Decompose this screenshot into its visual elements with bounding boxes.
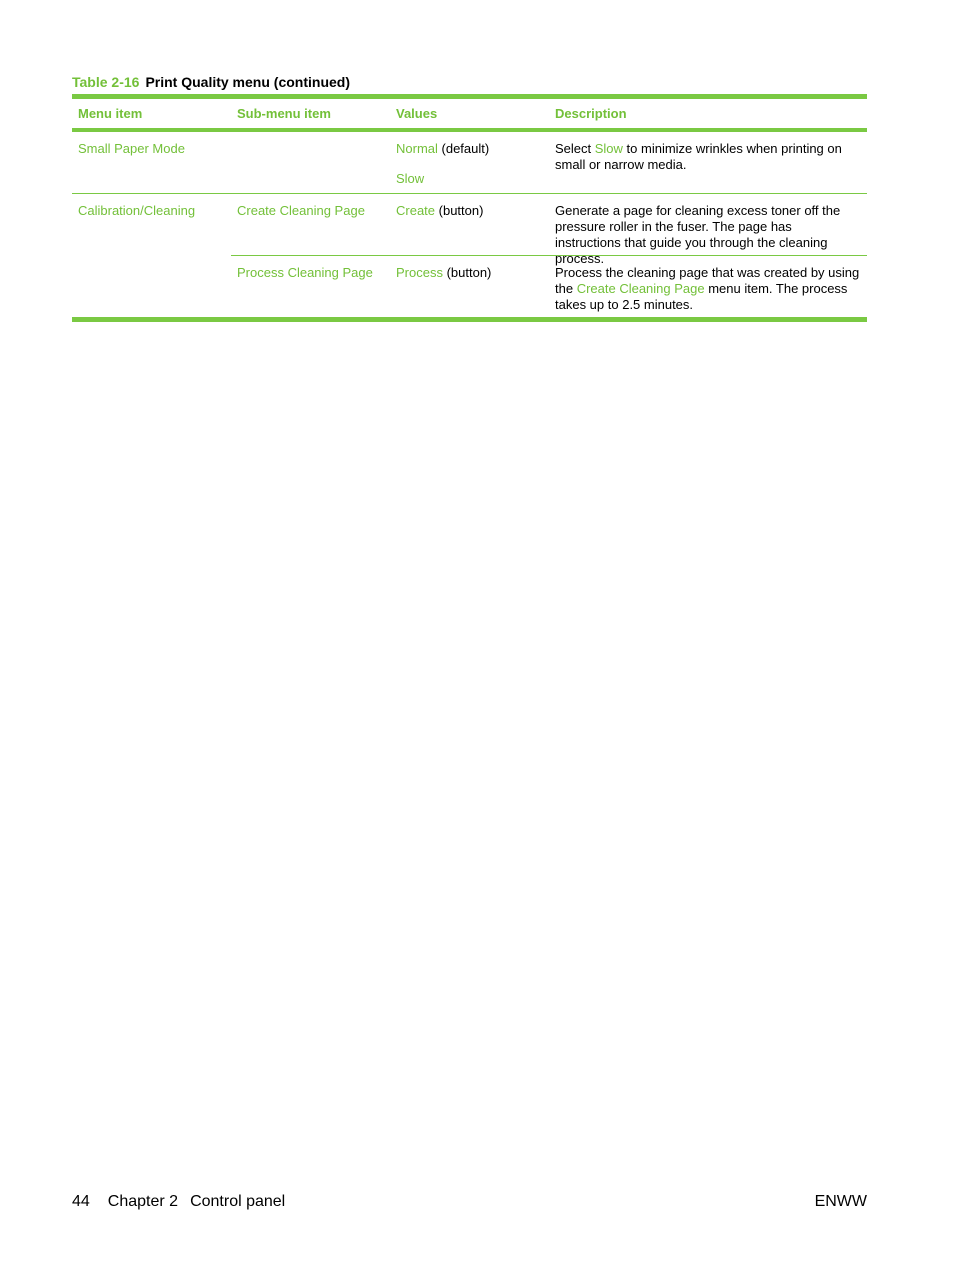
value-link[interactable]: Slow <box>396 171 425 186</box>
value-link[interactable]: Process <box>396 265 443 280</box>
menu-item-link[interactable]: Small Paper Mode <box>78 141 185 156</box>
header-description: Description <box>555 106 627 121</box>
page-number: 44 <box>72 1193 90 1210</box>
description-text: to minimize wrinkles when printing on small or narrow media. <box>555 141 842 172</box>
table-header <box>72 99 867 132</box>
chapter-label: Chapter 2 <box>107 1193 179 1210</box>
description-text: menu item. The process takes up to 2.5 minutes. <box>555 281 848 312</box>
value-link[interactable]: Create <box>396 203 436 218</box>
print-quality-table <box>72 94 867 322</box>
value-text: (button) <box>442 265 492 280</box>
description-text: Generate a page for cleaning excess toner off the pressure roller in the fuser. The page has instructions that guide you through the cleaning process. <box>555 203 841 266</box>
table-caption <box>72 74 350 90</box>
value-text: (button) <box>435 203 484 218</box>
header-values: Values <box>396 106 438 121</box>
description-link[interactable]: Create Cleaning Page <box>576 281 705 296</box>
table-title: Print Quality menu (continued) <box>145 74 350 90</box>
sub-menu-item-link[interactable]: Create Cleaning Page <box>237 203 365 218</box>
table-row <box>72 256 867 317</box>
table-number: Table 2-16 <box>72 74 140 90</box>
header-menu-item: Menu item <box>78 106 143 121</box>
description-text: Select <box>555 141 595 156</box>
sub-menu-item-link[interactable]: Process Cleaning Page <box>237 265 373 280</box>
value-link[interactable]: Normal <box>396 141 438 156</box>
table-row <box>72 194 867 266</box>
description-text: Process the cleaning page that was created by using the <box>555 265 860 296</box>
header-sub-menu-item: Sub-menu item <box>237 106 331 121</box>
page-footer-left <box>72 1193 285 1211</box>
description <box>549 132 867 193</box>
description-link[interactable]: Slow <box>594 141 623 156</box>
page-footer-right: ENWW <box>814 1193 867 1210</box>
table-row <box>72 132 867 194</box>
description <box>549 256 867 317</box>
section-label: Control panel <box>190 1193 286 1210</box>
value-text: (default) <box>437 141 490 156</box>
menu-item-link[interactable]: Calibration/Cleaning <box>78 203 196 218</box>
